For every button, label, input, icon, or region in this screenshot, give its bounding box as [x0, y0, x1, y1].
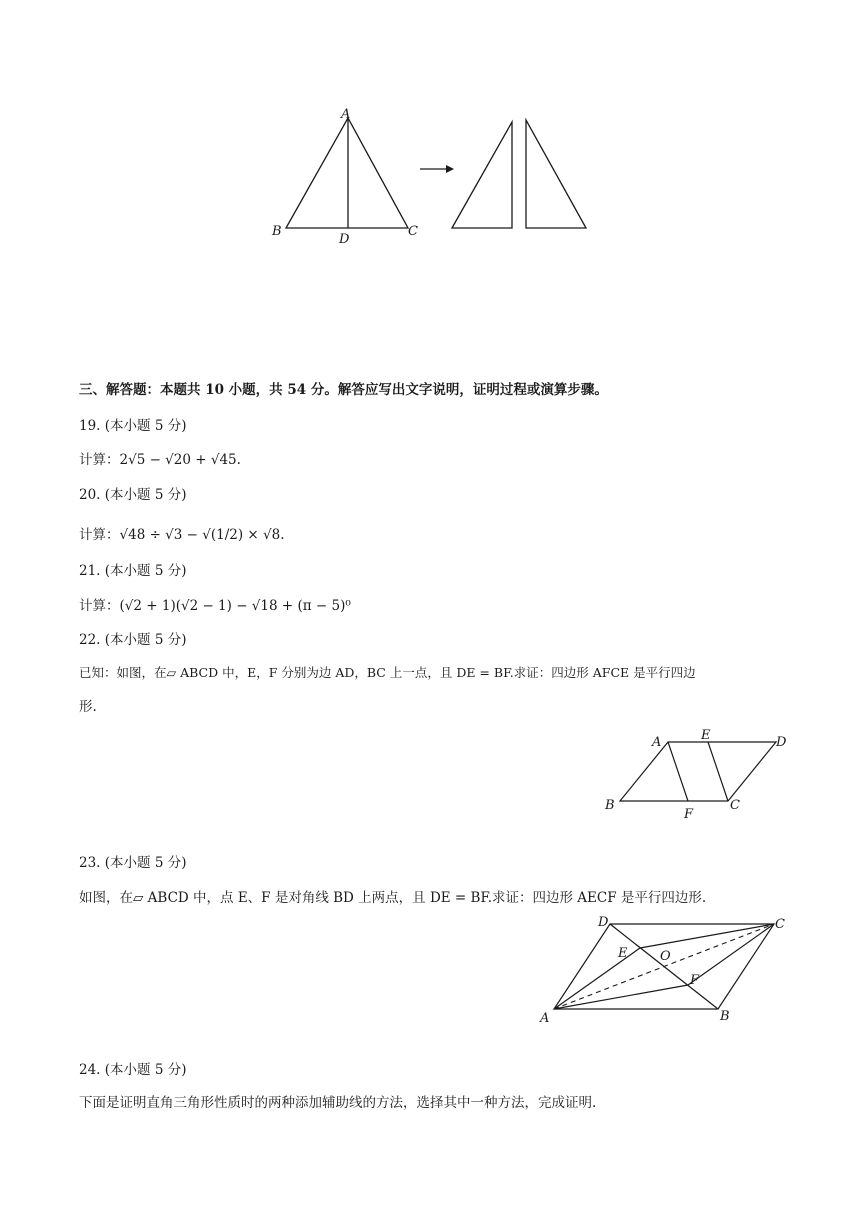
triangle-abc: [286, 118, 408, 228]
label-c: C: [775, 917, 785, 932]
q23-parallelogram-figure: [534, 912, 794, 1026]
section3-heading: 三、解答题：本题共 10 小题，共 54 分。解答应写出文字说明，证明过程或演算步骤。: [79, 382, 608, 398]
q21-body: 计算：(√2 + 1)(√2 − 1) − √18 + (π − 5)⁰: [79, 598, 351, 614]
q23-header: 23. (本小题 5 分): [79, 855, 187, 871]
q22-parallelogram-figure: [600, 724, 800, 824]
label-f: F: [690, 973, 700, 988]
label-o: O: [660, 949, 671, 964]
label-c: C: [408, 224, 418, 239]
segment-af: [668, 742, 688, 801]
right-right-triangle: [526, 120, 586, 228]
segment-fc: [688, 924, 774, 985]
label-e: E: [701, 728, 711, 743]
q23-body: 如图，在▱ ABCD 中，点 E、F 是对角线 BD 上两点，且 DE = BF.求证：四边形 AECF 是平行四边形.: [79, 890, 707, 906]
label-b: B: [272, 224, 282, 239]
q22-header: 22. (本小题 5 分): [79, 632, 187, 648]
q22-body-line2: 形.: [79, 699, 97, 715]
q19-header: 19. (本小题 5 分): [79, 418, 187, 434]
segment-ec: [640, 924, 774, 948]
q19-body: 计算：2√5 − √20 + √45.: [79, 452, 241, 468]
label-a: A: [341, 107, 351, 122]
label-b: B: [605, 798, 615, 813]
parallelogram-abcd: [620, 742, 776, 801]
segment-ec: [708, 742, 728, 801]
q20-body: 计算：√48 ÷ √3 − √(1/2) × √8.: [79, 527, 285, 543]
q24-body: 下面是证明直角三角形性质时的两种添加辅助线的方法，选择其中一种方法，完成证明.: [79, 1095, 597, 1111]
q20-header: 20. (本小题 5 分): [79, 487, 187, 503]
label-d: D: [339, 232, 350, 247]
label-b: B: [720, 1009, 730, 1024]
triangle-split-figure: [268, 104, 598, 250]
label-e: E: [618, 946, 628, 961]
label-f: F: [684, 807, 694, 822]
q21-header: 21. (本小题 5 分): [79, 563, 187, 579]
arrow-head: [446, 165, 454, 173]
diagonal-ac-dashed: [554, 924, 774, 1009]
q22-body-line1: 已知：如图，在▱ ABCD 中，E，F 分别为边 AD，BC 上一点，且 DE = BF.求证：四边形 AFCE 是平行四边: [79, 665, 696, 680]
label-a: A: [652, 735, 662, 750]
segment-af: [554, 985, 688, 1009]
left-right-triangle: [452, 122, 512, 228]
label-a: A: [540, 1011, 550, 1026]
label-d: D: [776, 735, 787, 750]
label-c: C: [730, 798, 740, 813]
label-d: D: [598, 915, 609, 930]
q24-header: 24. (本小题 5 分): [79, 1062, 187, 1078]
